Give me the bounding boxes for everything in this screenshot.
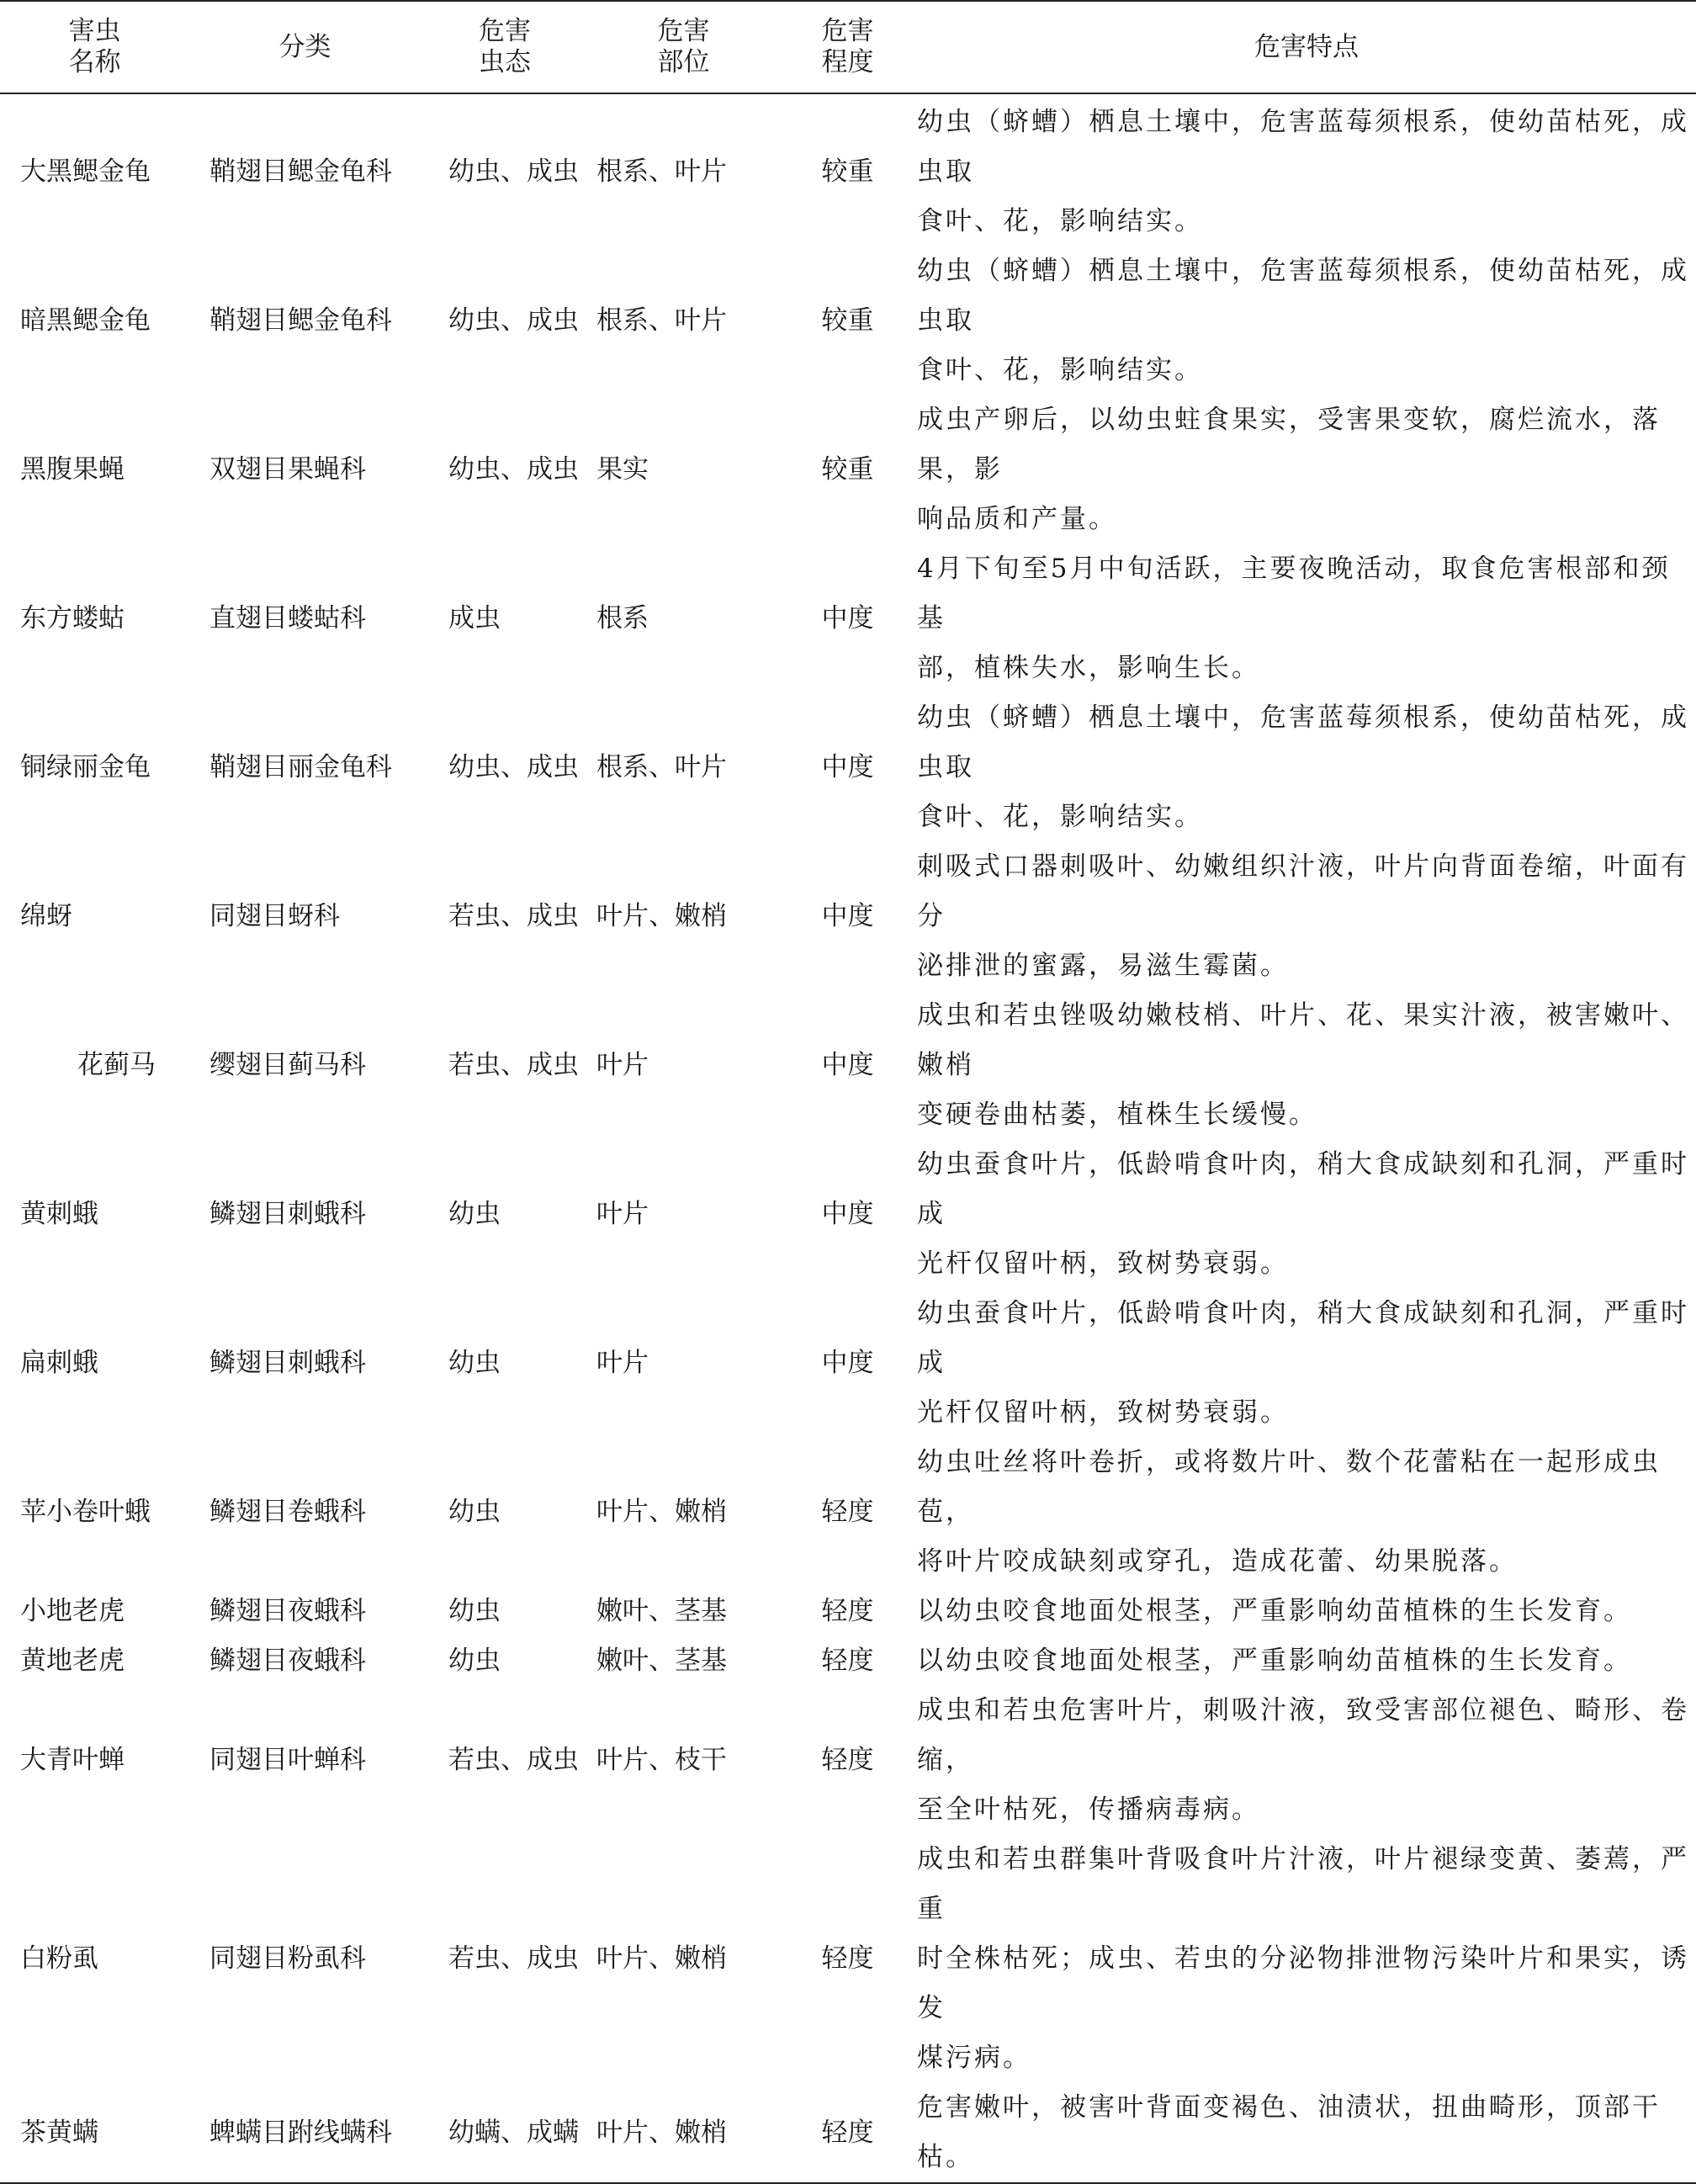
header-line: 危害 — [657, 16, 710, 46]
stage-cell: 幼螨、成螨 — [421, 2083, 589, 2183]
level-cell: 中度 — [821, 1199, 874, 1229]
pest-name-cell: 黄地老虎 — [20, 1646, 125, 1676]
features-line: 食叶、花，影响结实。 — [917, 802, 1203, 832]
features-line: 4月下旬至5月中旬活跃，主要夜晚活动，取食危害根部和颈基 — [917, 554, 1671, 633]
features-cell — [917, 1140, 1696, 1289]
stage-cell: 若虫、成虫 — [448, 1745, 579, 1775]
header-line: 危害 — [479, 16, 531, 46]
header-line: 害虫 — [68, 16, 121, 46]
features-line: 食叶、花，影响结实。 — [917, 355, 1203, 385]
features-line: 幼虫蚕食叶片，低龄啃食叶肉，稍大食成缺刻和孔洞，严重时成 — [917, 1298, 1689, 1378]
part-cell: 叶片、嫩梢 — [589, 2083, 778, 2183]
features-line: 至全叶枯死，传播病毒病。 — [917, 1794, 1260, 1825]
part-cell: 叶片 — [596, 1050, 649, 1080]
features-cell — [917, 395, 1696, 544]
stage-cell: 幼虫 — [448, 1348, 501, 1378]
classification-cell: 鳞翅目夜蛾科 — [209, 1596, 366, 1626]
header-line: 名称 — [68, 47, 121, 77]
features-line: 幼虫（蛴螬）栖息土壤中，危害蓝莓须根系，使幼苗枯死，成虫取 — [917, 107, 1689, 187]
pest-name-cell: 绵蚜 — [20, 901, 72, 931]
stage-cell: 若虫、成虫 — [448, 1943, 579, 1974]
table-row — [0, 991, 1696, 1140]
header-line: 危害 — [821, 16, 874, 46]
features-cell — [917, 1438, 1696, 1587]
table-row — [0, 544, 1696, 693]
stage-cell: 幼虫、成虫 — [448, 156, 579, 187]
stage-cell: 幼虫、成虫 — [448, 305, 579, 336]
table-row — [0, 246, 1696, 395]
stage-cell: 幼虫 — [448, 1497, 501, 1527]
features-cell — [917, 1289, 1696, 1438]
pest-name-cell: 茶黄螨 — [0, 2083, 189, 2183]
table-body — [0, 93, 1696, 2183]
pest-name-cell: 花蓟马 — [77, 1050, 156, 1080]
features-line: 幼虫吐丝将叶卷折，或将数片叶、数个花蕾粘在一起形成虫苞， — [917, 1447, 1661, 1527]
features-line: 食叶、花，影响结实。 — [917, 206, 1203, 236]
features-cell — [917, 1636, 1696, 1686]
level-cell: 中度 — [821, 901, 874, 931]
part-cell: 嫩叶、茎基 — [596, 1596, 727, 1626]
pest-name-cell: 暗黑鳃金龟 — [20, 305, 151, 336]
stage-cell: 若虫、成虫 — [448, 901, 579, 931]
classification-cell: 鳞翅目刺蛾科 — [209, 1199, 366, 1229]
level-cell: 轻度 — [821, 1497, 874, 1527]
pest-name-cell: 黑腹果蝇 — [20, 454, 125, 485]
classification-cell: 鳞翅目卷蛾科 — [209, 1497, 366, 1527]
pest-name-cell: 苹小卷叶蛾 — [20, 1497, 151, 1527]
level-cell: 轻度 — [778, 2083, 917, 2183]
classification-cell: 同翅目粉虱科 — [209, 1943, 366, 1974]
table-row — [0, 1289, 1696, 1438]
features-line: 以幼虫咬食地面处根茎，严重影响幼苗植株的生长发育。 — [917, 1646, 1632, 1676]
classification-cell: 直翅目蝼蛄科 — [209, 603, 366, 633]
table-row — [0, 842, 1696, 991]
features-cell — [917, 693, 1696, 842]
part-cell: 叶片 — [596, 1348, 649, 1378]
stage-cell: 成虫 — [448, 603, 501, 633]
features-line: 刺吸式口器刺吸叶、幼嫩组织汁液，叶片向背面卷缩，叶面有分 — [917, 851, 1689, 931]
level-cell: 较重 — [821, 156, 874, 187]
level-cell: 中度 — [821, 1348, 874, 1378]
header-part — [589, 1, 778, 93]
features-line: 幼虫（蛴螬）栖息土壤中，危害蓝莓须根系，使幼苗枯死，成虫取 — [917, 256, 1689, 336]
pest-name-cell: 小地老虎 — [20, 1596, 125, 1626]
features-cell — [917, 2083, 1696, 2183]
classification-cell: 鞘翅目鳃金龟科 — [209, 156, 392, 187]
classification-cell: 鳞翅目刺蛾科 — [209, 1348, 366, 1378]
table-row — [0, 1835, 1696, 2083]
table-row — [0, 93, 1696, 246]
part-cell: 根系、叶片 — [596, 156, 727, 187]
stage-cell: 若虫、成虫 — [448, 1050, 579, 1080]
classification-cell: 同翅目叶蝉科 — [209, 1745, 366, 1775]
header-row — [0, 1, 1696, 93]
header-pest-name — [0, 1, 189, 93]
features-line: 光杆仅留叶柄，致树势衰弱。 — [917, 1248, 1289, 1279]
level-cell: 较重 — [821, 454, 874, 485]
part-cell: 叶片、嫩梢 — [596, 1943, 727, 1974]
features-line: 幼虫蚕食叶片，低龄啃食叶肉，稍大食成缺刻和孔洞，严重时成 — [917, 1149, 1689, 1229]
header-classification — [189, 1, 421, 93]
stage-cell: 幼虫、成虫 — [448, 454, 579, 485]
pest-name-cell: 白粉虱 — [20, 1943, 98, 1974]
header-line: 危害特点 — [1254, 31, 1359, 62]
classification-cell: 双翅目果蝇科 — [209, 454, 366, 485]
features-line: 煤污病。 — [917, 2043, 1031, 2073]
features-line: 响品质和产量。 — [917, 504, 1117, 534]
classification-cell: 鳞翅目夜蛾科 — [209, 1646, 366, 1676]
features-line: 成虫和若虫群集叶背吸食叶片汁液，叶片褪绿变黄、萎蔫，严重 — [917, 1844, 1689, 1924]
features-line: 变硬卷曲枯萎，植株生长缓慢。 — [917, 1100, 1317, 1130]
features-line: 泌排泄的蜜露，易滋生霉菌。 — [917, 951, 1289, 981]
features-line: 成虫和若虫锉吸幼嫩枝梢、叶片、花、果实汁液，被害嫩叶、嫩梢 — [917, 1000, 1689, 1080]
features-line: 危害嫩叶，被害叶背面变褐色、油渍状，扭曲畸形，顶部干枯。 — [917, 2092, 1661, 2172]
part-cell: 嫩叶、茎基 — [596, 1646, 727, 1676]
pest-name-cell: 黄刺蛾 — [20, 1199, 98, 1229]
table-row — [0, 2083, 1696, 2183]
table-row — [0, 1636, 1696, 1686]
features-cell — [917, 93, 1696, 246]
part-cell: 叶片 — [596, 1199, 649, 1229]
level-cell: 轻度 — [821, 1745, 874, 1775]
table-row — [0, 1686, 1696, 1835]
classification-cell: 蜱螨目跗线螨科 — [189, 2083, 421, 2183]
features-line: 成虫和若虫危害叶片，刺吸汁液，致受害部位褪色、畸形、卷缩， — [917, 1695, 1689, 1775]
level-cell: 轻度 — [821, 1646, 874, 1676]
classification-cell: 鞘翅目鳃金龟科 — [209, 305, 392, 336]
part-cell: 根系、叶片 — [596, 305, 727, 336]
features-cell — [917, 246, 1696, 395]
classification-cell: 缨翅目蓟马科 — [209, 1050, 366, 1080]
pest-name-cell: 铜绿丽金龟 — [20, 752, 151, 782]
classification-cell: 同翅目蚜科 — [209, 901, 340, 931]
header-line: 分类 — [278, 31, 331, 62]
pest-name-cell: 扁刺蛾 — [20, 1348, 98, 1378]
features-line: 幼虫（蛴螬）栖息土壤中，危害蓝莓须根系，使幼苗枯死，成虫取 — [917, 702, 1689, 782]
part-cell: 果实 — [596, 454, 649, 485]
part-cell: 根系、叶片 — [596, 752, 727, 782]
header-line: 虫态 — [479, 47, 531, 77]
table-row — [0, 693, 1696, 842]
part-cell: 根系 — [596, 603, 649, 633]
features-line: 时全株枯死；成虫、若虫的分泌物排泄物污染叶片和果实，诱发 — [917, 1943, 1689, 2023]
header-line: 程度 — [821, 47, 874, 77]
features-line: 光杆仅留叶柄，致树势衰弱。 — [917, 1397, 1289, 1428]
pest-name-cell: 大黑鳃金龟 — [20, 156, 151, 187]
table-row — [0, 395, 1696, 544]
features-cell — [917, 1835, 1696, 2083]
pest-name-cell: 东方蝼蛄 — [20, 603, 125, 633]
features-cell — [917, 544, 1696, 693]
stage-cell: 幼虫 — [448, 1596, 501, 1626]
part-cell: 叶片、嫩梢 — [596, 1497, 727, 1527]
features-cell — [917, 1686, 1696, 1835]
features-line: 以幼虫咬食地面处根茎，严重影响幼苗植株的生长发育。 — [917, 1596, 1632, 1626]
features-line: 成虫产卵后，以幼虫蛀食果实，受害果变软，腐烂流水，落果，影 — [917, 405, 1661, 485]
level-cell: 轻度 — [821, 1596, 874, 1626]
features-line: 部，植株失水，影响生长。 — [917, 653, 1260, 683]
table-row — [0, 1587, 1696, 1636]
header-level — [778, 1, 917, 93]
table-row — [0, 1140, 1696, 1289]
table-header — [0, 1, 1696, 93]
features-line: 将叶片咬成缺刻或穿孔，造成花蕾、幼果脱落。 — [917, 1546, 1518, 1577]
level-cell: 中度 — [821, 1050, 874, 1080]
features-cell — [917, 991, 1696, 1140]
stage-cell: 幼虫 — [448, 1199, 501, 1229]
features-cell — [917, 842, 1696, 991]
level-cell: 轻度 — [821, 1943, 874, 1974]
classification-cell: 鞘翅目丽金龟科 — [209, 752, 392, 782]
header-line: 部位 — [657, 47, 710, 77]
header-features — [917, 1, 1696, 93]
level-cell: 较重 — [821, 305, 874, 336]
level-cell: 中度 — [821, 752, 874, 782]
stage-cell: 幼虫 — [448, 1646, 501, 1676]
part-cell: 叶片、枝干 — [596, 1745, 727, 1775]
features-cell — [917, 1587, 1696, 1636]
level-cell: 中度 — [821, 603, 874, 633]
header-stage — [421, 1, 589, 93]
table-row — [0, 1438, 1696, 1587]
part-cell: 叶片、嫩梢 — [596, 901, 727, 931]
pest-name-cell: 大青叶蝉 — [20, 1745, 125, 1775]
stage-cell: 幼虫、成虫 — [448, 752, 579, 782]
